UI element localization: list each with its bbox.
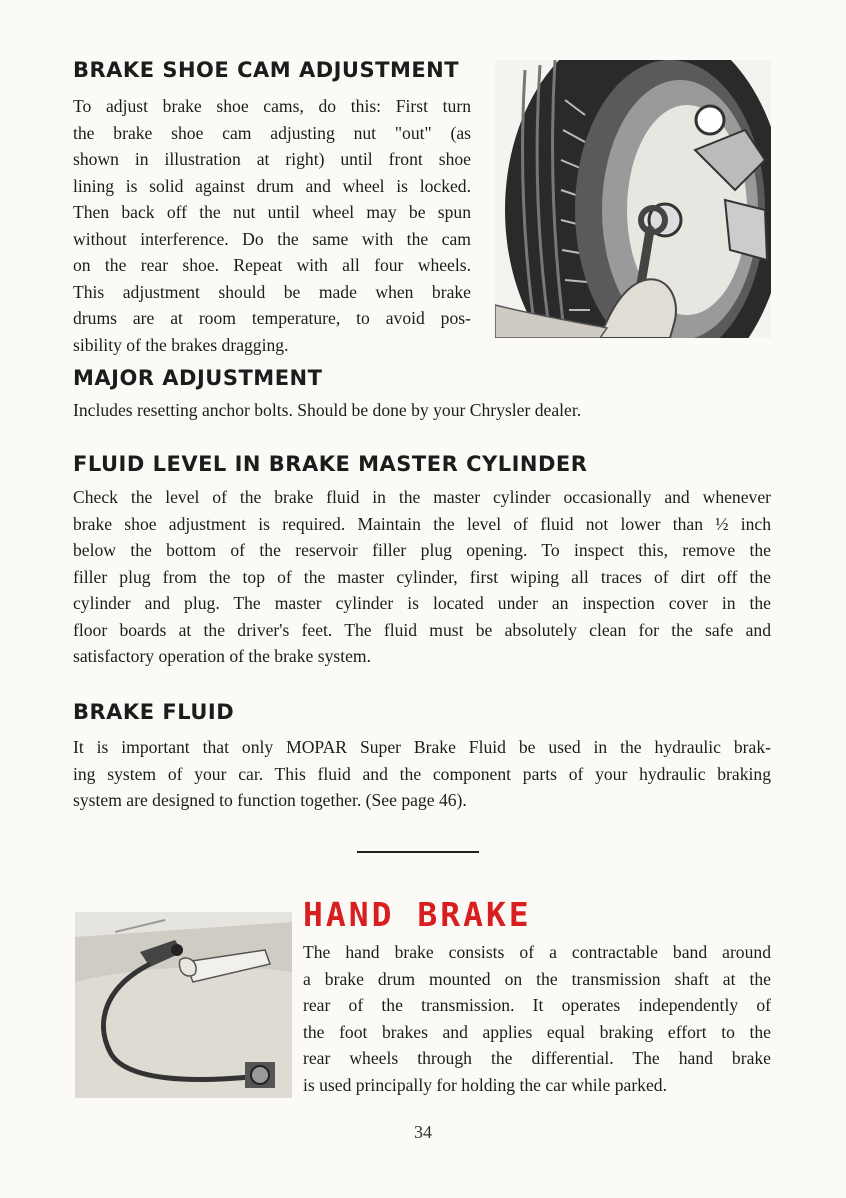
heading-brake-fluid: BRAKE FLUID xyxy=(73,700,235,724)
text-line: below the bottom of the reservoir filler plug opening. To inspect this, remove the xyxy=(73,540,771,560)
text-line: To adjust brake shoe cams, do this: First turn xyxy=(73,96,471,116)
text-line: sibility of the brakes dragging. xyxy=(73,334,289,355)
page-number: 34 xyxy=(414,1122,432,1142)
text-line: is used principally for holding the car while parked. xyxy=(303,1074,667,1095)
paragraph-hand-brake xyxy=(303,939,771,1098)
text-line: rear wheels through the differential. The hand brake xyxy=(303,1048,771,1068)
paragraph-brake-fluid xyxy=(73,734,771,814)
hand-brake-illustration xyxy=(75,912,292,1098)
brake-wheel-illustration xyxy=(495,60,771,338)
text-line: the foot brakes and applies equal braking effort to the xyxy=(303,1021,771,1042)
text-line: satisfactory operation of the brake system. xyxy=(73,646,372,666)
section-divider xyxy=(357,851,479,853)
text-line: the brake shoe cam adjusting nut "out" (as xyxy=(73,122,471,143)
text-line: It is important that only MOPAR Super Brake Fluid be used in the hydraulic brak- xyxy=(73,737,771,757)
heading-hand-brake: HAND BRAKE xyxy=(303,895,532,934)
text-line: drums are at room temperature, to avoid pos- xyxy=(73,308,471,328)
text-line: cylinder and plug. The master cylinder is located under an inspection cover in the xyxy=(73,593,771,613)
text-line: ing system of your car. This fluid and the component parts of your hydraulic braking xyxy=(73,763,771,784)
text-line: The hand brake consists of a contractable band around xyxy=(303,942,771,962)
text-line: brake shoe adjustment is required. Maintain the level of fluid not lower than ½ inch xyxy=(73,513,771,534)
text-line: This adjustment should be made when brake xyxy=(73,281,471,302)
paragraph-fluid-level xyxy=(73,484,771,670)
text-line: Check the level of the brake fluid in the master cylinder occasionally and whenever xyxy=(73,487,771,507)
heading-brake-shoe-cam-adjustment: BRAKE SHOE CAM ADJUSTMENT xyxy=(73,58,460,82)
text-line: filler plug from the top of the master cylinder, first wiping all traces of dirt off the xyxy=(73,566,771,587)
text-line: a brake drum mounted on the transmission shaft at the xyxy=(303,968,771,989)
text-line: on the rear shoe. Repeat with all four wheels. xyxy=(73,255,471,275)
text-line: system are designed to function together. (See page 46). xyxy=(73,790,467,810)
paragraph-cam-adjustment xyxy=(73,93,471,358)
text-line: lining is solid against drum and wheel is locked. xyxy=(73,175,471,196)
text-line: floor boards at the driver's feet. The fluid must be absolutely clean for the safe and xyxy=(73,619,771,640)
text-line: shown in illustration at right) until front shoe xyxy=(73,149,471,169)
paragraph-major-adjustment: Includes resetting anchor bolts. Should be done by your Chrysler dealer. xyxy=(73,400,582,420)
heading-fluid-level: FLUID LEVEL IN BRAKE MASTER CYLINDER xyxy=(73,452,588,476)
text-line: without interference. Do the same with the cam xyxy=(73,228,471,249)
text-line: Then back off the nut until wheel may be spun xyxy=(73,202,471,222)
heading-major-adjustment: MAJOR ADJUSTMENT xyxy=(73,366,323,390)
text-line: rear of the transmission. It operates independently of xyxy=(303,995,771,1015)
